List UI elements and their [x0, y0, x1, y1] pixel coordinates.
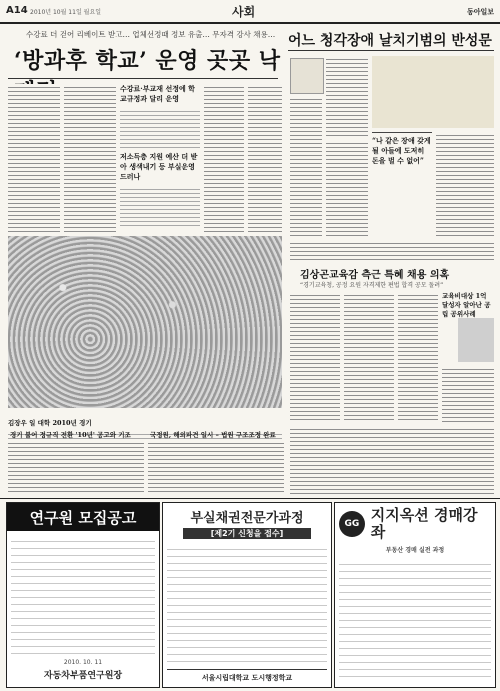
- main-kicker: 수강료 더 걷어 리베이트 받고… 업체선정때 정보 유출… 무자격 강사 채용…: [26, 30, 276, 39]
- article-column: [248, 84, 282, 234]
- article-column: [442, 366, 494, 422]
- reporter-photo: [458, 318, 494, 362]
- subhead: 수강료·부교재 선정에 학교규정과 달리 운영: [120, 84, 195, 103]
- ad-title: 연구원 모집공고: [7, 503, 159, 531]
- article-column: [290, 96, 322, 236]
- article-column: [148, 440, 284, 494]
- quote-box: [372, 132, 432, 237]
- subhead-box: [120, 84, 200, 234]
- subhead: 저소득층 지원 예산 더 받아 생색내기 등 부실운영 드러나: [120, 152, 198, 181]
- caption-title: 김장우 일 대학 2010년 경기: [8, 419, 92, 427]
- article-column: [326, 56, 368, 136]
- ad-divider: [0, 498, 500, 499]
- ad-recruitment[interactable]: [6, 502, 160, 688]
- page-header: [0, 0, 500, 24]
- newspaper-name: 동아일보: [466, 8, 494, 16]
- ad-subtitle: [제2기 신청을 접수]: [183, 528, 311, 539]
- article-column: [8, 84, 60, 234]
- article-column: [344, 292, 394, 422]
- story-title: 김상곤교육감 측근 특혜 채용 의혹: [300, 270, 450, 281]
- ad-title: 부실채권전문가과정: [190, 511, 304, 526]
- ad-auction[interactable]: [334, 502, 496, 688]
- ad-table: [11, 535, 155, 655]
- article-column: [398, 292, 438, 422]
- article-column: [326, 140, 368, 236]
- ad-course[interactable]: [162, 502, 332, 688]
- illustration: [372, 56, 494, 128]
- quote-text: “나 같은 장애 갖게될 아들에 도저히 돈을 벌 수 없어”: [372, 136, 431, 165]
- story-subtitle: “경기교육청, 공정 요원 자격제한 편법 합격 공모 돌려”: [300, 282, 444, 289]
- issue-date: 2010년 10월 11일 월요일: [30, 9, 102, 16]
- article-column: [204, 84, 244, 234]
- ad-date: 2010. 10. 11: [63, 659, 103, 666]
- article-column: [120, 186, 200, 226]
- logo-icon: GG: [339, 511, 365, 537]
- story-title: 국정원, 해외파견 일시 – 법원 구조조정 완료: [150, 431, 276, 439]
- ad-subtitle: 부동산 경매 실전 과정: [385, 547, 445, 554]
- article-column: [290, 240, 494, 260]
- article-column: [290, 426, 494, 494]
- story-title: 교육비대상 1억 달성자 알아난 공립 공위사례: [442, 292, 491, 318]
- main-photo: [8, 236, 282, 408]
- section-title: 사회: [232, 5, 256, 19]
- divider: [288, 50, 494, 51]
- article-column: [290, 292, 340, 422]
- page-number: A14: [6, 5, 28, 16]
- divider: [8, 78, 278, 79]
- main-headline: ‘방과후 학교’ 운영 곳곳 낙: [14, 48, 281, 74]
- article-column: [64, 84, 116, 234]
- ad-sponsor: 서울시립대학교 도시행정학교: [167, 669, 327, 683]
- ad-footer: 자동차부품연구원장: [43, 671, 123, 681]
- article-column: [8, 440, 144, 494]
- article-column: [120, 108, 200, 148]
- story-title: 경기 불어 정규직 전환 '10년' 공고와 기조: [10, 431, 131, 439]
- column-logo: [290, 58, 324, 94]
- article-column: [436, 132, 494, 236]
- right-headline: 어느 청각장애 날치기범의 반성문: [288, 33, 492, 49]
- photo-caption: [8, 410, 282, 426]
- ad-table: [167, 543, 327, 665]
- ad-title: 지지옥션 경매강좌: [370, 506, 478, 541]
- ad-table: [339, 558, 491, 682]
